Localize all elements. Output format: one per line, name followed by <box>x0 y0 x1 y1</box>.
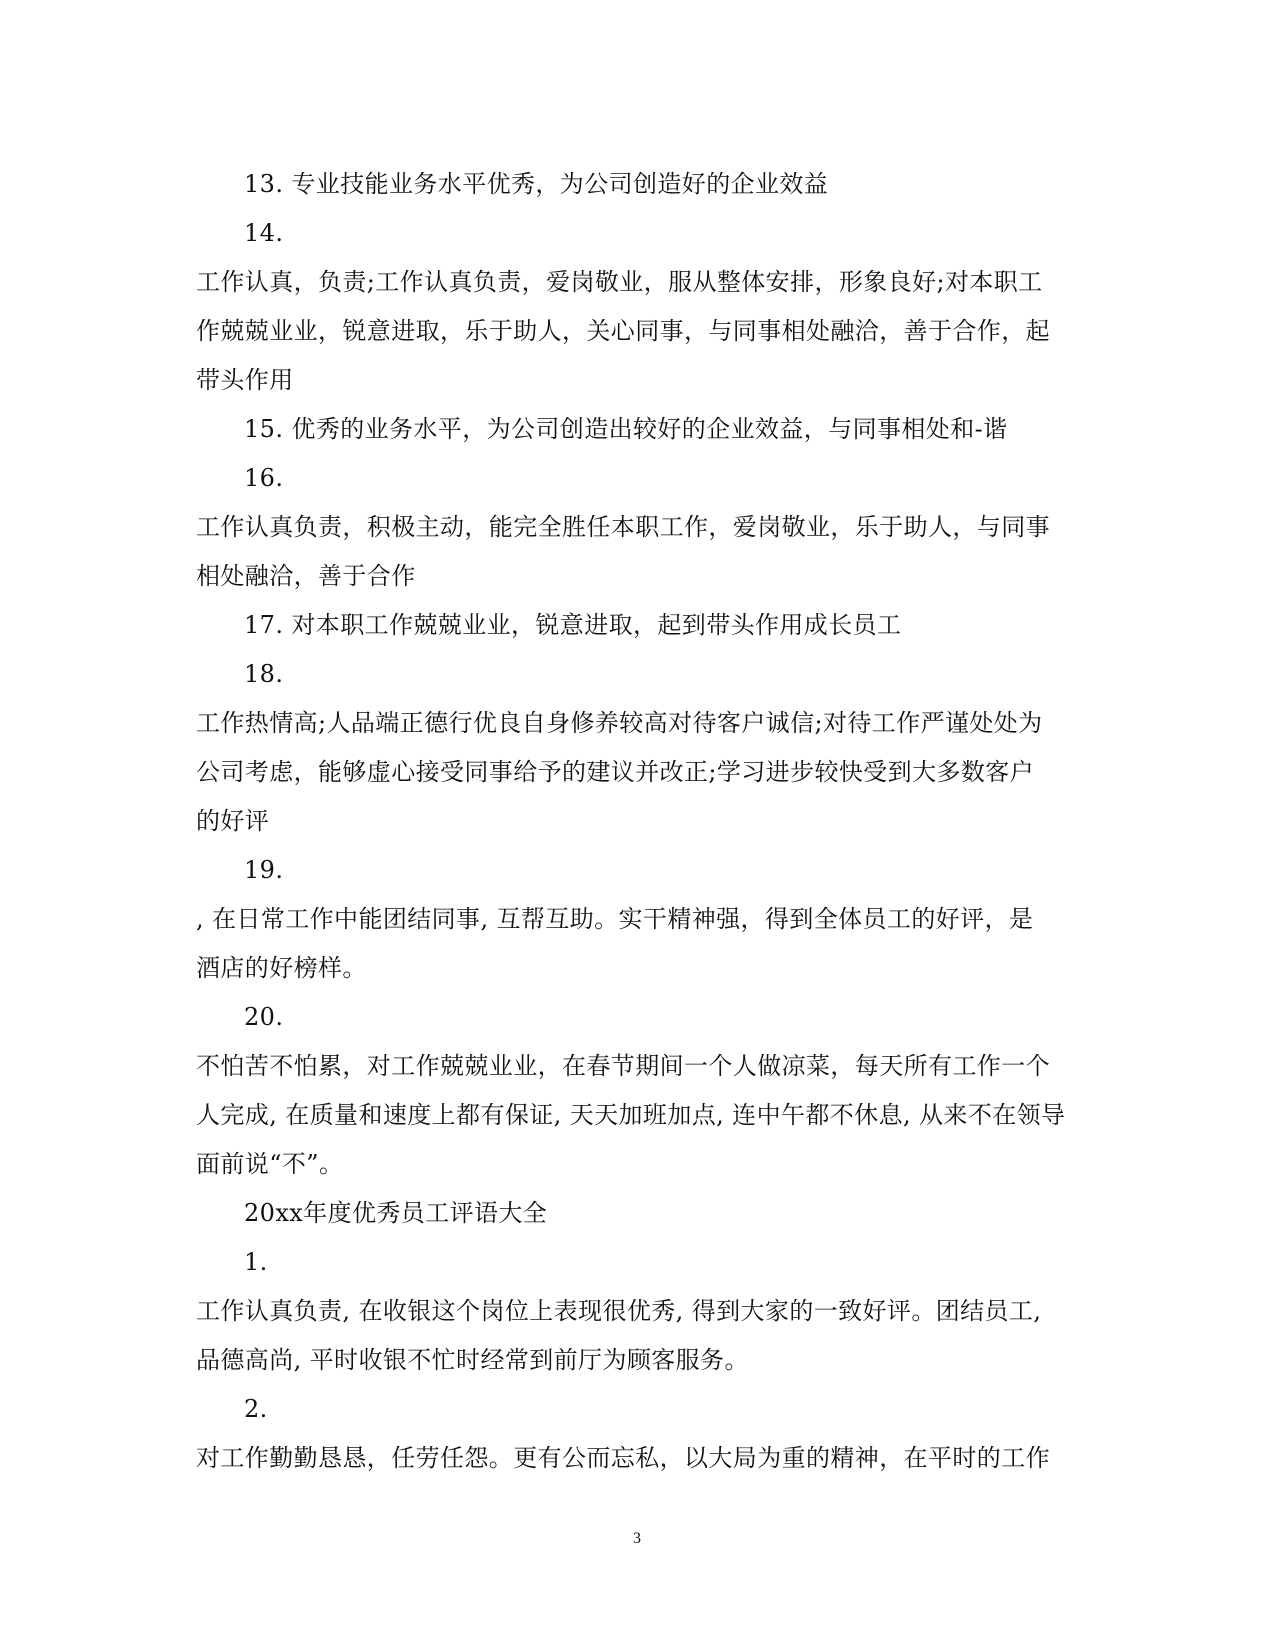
text-line: 面前说“不”。 <box>196 1150 344 1178</box>
text-line: 工作热情高;人品端正德行优良自身修养较高对待客户诚信;对待工作严谨处处为 <box>196 709 1043 737</box>
document-body <box>196 160 1076 1483</box>
text-line: 作兢兢业业，锐意进取，乐于助人，关心同事，与同事相处融洽，善于合作，起 <box>196 317 1050 345</box>
text-line: 不怕苦不怕累，对工作兢兢业业，在春节期间一个人做凉菜，每天所有工作一个 <box>196 1052 1050 1080</box>
text-line: 18. <box>244 660 284 688</box>
text-line: 20. <box>244 1003 284 1031</box>
text-line: 20xx年度优秀员工评语大全 <box>244 1199 548 1227</box>
text-line: 对工作勤勤恳恳，任劳任怨。更有公而忘私，以大局为重的精神，在平时的工作 <box>196 1444 1050 1472</box>
text-line: 16. <box>244 464 284 492</box>
text-line: 人完成, 在质量和速度上都有保证, 天天加班加点, 连中午都不休息, 从来不在领导 <box>196 1101 1066 1129</box>
text-line: 14. <box>244 219 284 247</box>
text-line: 工作认真，负责;工作认真负责，爱岗敬业，服从整体安排，形象良好;对本职工 <box>196 268 1043 296</box>
text-line: 工作认真负责，积极主动，能完全胜任本职工作，爱岗敬业，乐于助人，与同事 <box>196 513 1050 541</box>
text-line: 13. 专业技能业务水平优秀，为公司创造好的企业效益 <box>244 170 829 198</box>
text-line: 17. 对本职工作兢兢业业，锐意进取，起到带头作用成长员工 <box>244 611 902 639</box>
text-line: 工作认真负责, 在收银这个岗位上表现很优秀, 得到大家的一致好评。团结员工, <box>196 1297 1042 1325</box>
text-line: 品德高尚, 平时收银不忙时经常到前厅为顾客服务。 <box>196 1346 749 1374</box>
text-line: 公司考虑，能够虚心接受同事给予的建议并改正;学习进步较快受到大多数客户 <box>196 758 1035 786</box>
text-line: 1. <box>244 1248 268 1276</box>
text-line: , 在日常工作中能团结同事, 互帮互助。实干精神强，得到全体员工的好评，是 <box>196 905 1034 933</box>
text-line: 酒店的好榜样。 <box>196 954 367 982</box>
text-line: 19. <box>244 856 284 884</box>
text-line: 15. 优秀的业务水平，为公司创造出较好的企业效益，与同事相处和-谐 <box>244 415 1008 443</box>
text-line: 的好评 <box>196 807 270 835</box>
text-line: 相处融洽，善于合作 <box>196 562 416 590</box>
text-line: 2. <box>244 1395 268 1423</box>
page-number: 3 <box>633 1530 641 1547</box>
text-line: 带头作用 <box>196 366 294 394</box>
